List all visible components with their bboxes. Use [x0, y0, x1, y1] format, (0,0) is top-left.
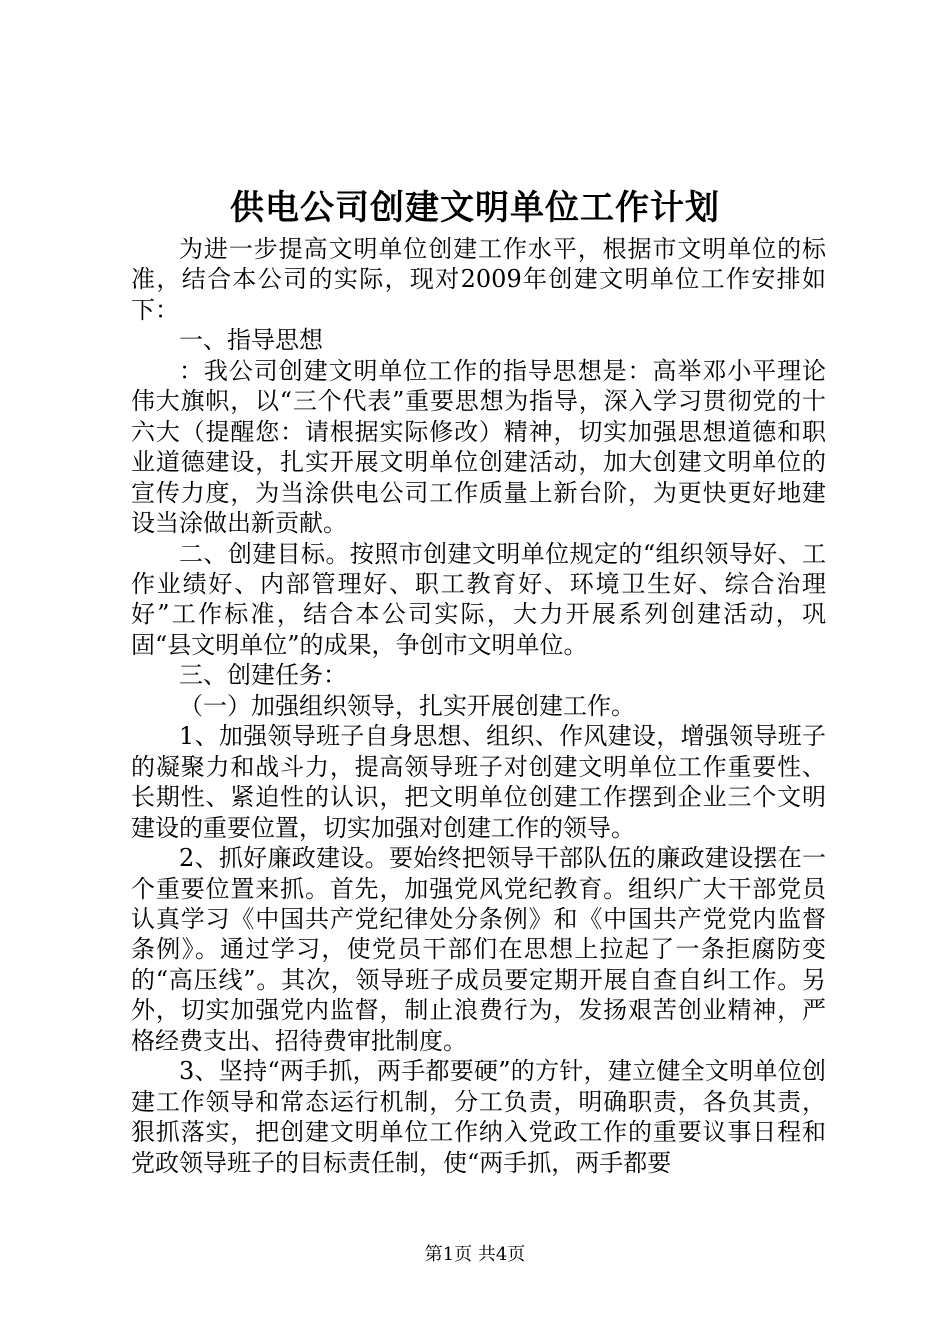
subheading-organization: （一）加强组织领导，扎实开展创建工作。 [179, 691, 635, 720]
paragraph-task-3: 3、坚持“两手抓，两手都要硬”的方针，建立健全文明单位创建工作领导和常态运行机制，分工负责，明确职责，各负其责，狠抓落实，把创建文明单位工作纳入党政工作的重要议事日程和党政领导班子的目标责任制，使“两手抓，两手都要 [131, 1057, 826, 1177]
paragraph-intro: 为进一步提高文明单位创建工作水平，根据市文明单位的标准，结合本公司的实际，现对2009年创建文明单位工作安排如下： [131, 235, 826, 324]
heading-creation-tasks: 三、创建任务： [179, 661, 347, 690]
paragraph-creation-goal: 二、创建目标。按照市创建文明单位规定的“组织领导好、工作业绩好、内部管理好、职工教育好、环境卫生好、综合治理好”工作标准，结合本公司实际，大力开展系列创建活动，巩固“县文明单位”的成果，争创市文明单位。 [131, 539, 826, 659]
document-title: 供电公司创建文明单位工作计划 [230, 188, 720, 228]
paragraph-task-1: 1、加强领导班子自身思想、组织、作风建设，增强领导班子的凝聚力和战斗力，提高领导班子对创建文明单位工作重要性、长期性、紧迫性的认识，把文明单位创建工作摆到企业三个文明建设的重要位置，切实加强对创建工作的领导。 [131, 722, 826, 842]
paragraph-guiding-thought: ：我公司创建文明单位工作的指导思想是：高举邓小平理论伟大旗帜，以“三个代表”重要思想为指导，深入学习贯彻党的十六大（提醒您：请根据实际修改）精神，切实加强思想道德和职业道德建设，扎实开展文明单位创建活动，加大创建文明单位的宣传力度，为当涂供电公司工作质量上新台阶，为更快更好地建设当涂做出新贡献。 [131, 356, 826, 538]
page-footer: 第1页 共4页 [424, 1244, 526, 1265]
heading-guiding-thought: 一、指导思想 [179, 326, 323, 355]
document-body [131, 234, 826, 1178]
paragraph-task-2: 2、抓好廉政建设。要始终把领导干部队伍的廉政建设摆在一个重要位置来抓。首先，加强党风党纪教育。组织广大干部党员认真学习《中国共产党纪律处分条例》和《中国共产党党内监督条例》。通过学习，使党员干部们在思想上拉起了一条拒腐防变的“高压线”。其次，领导班子成员要定期开展自查自纠工作。另外，切实加强党内监督，制止浪费行为，发扬艰苦创业精神，严格经费支出、招待费审批制度。 [131, 844, 826, 1055]
